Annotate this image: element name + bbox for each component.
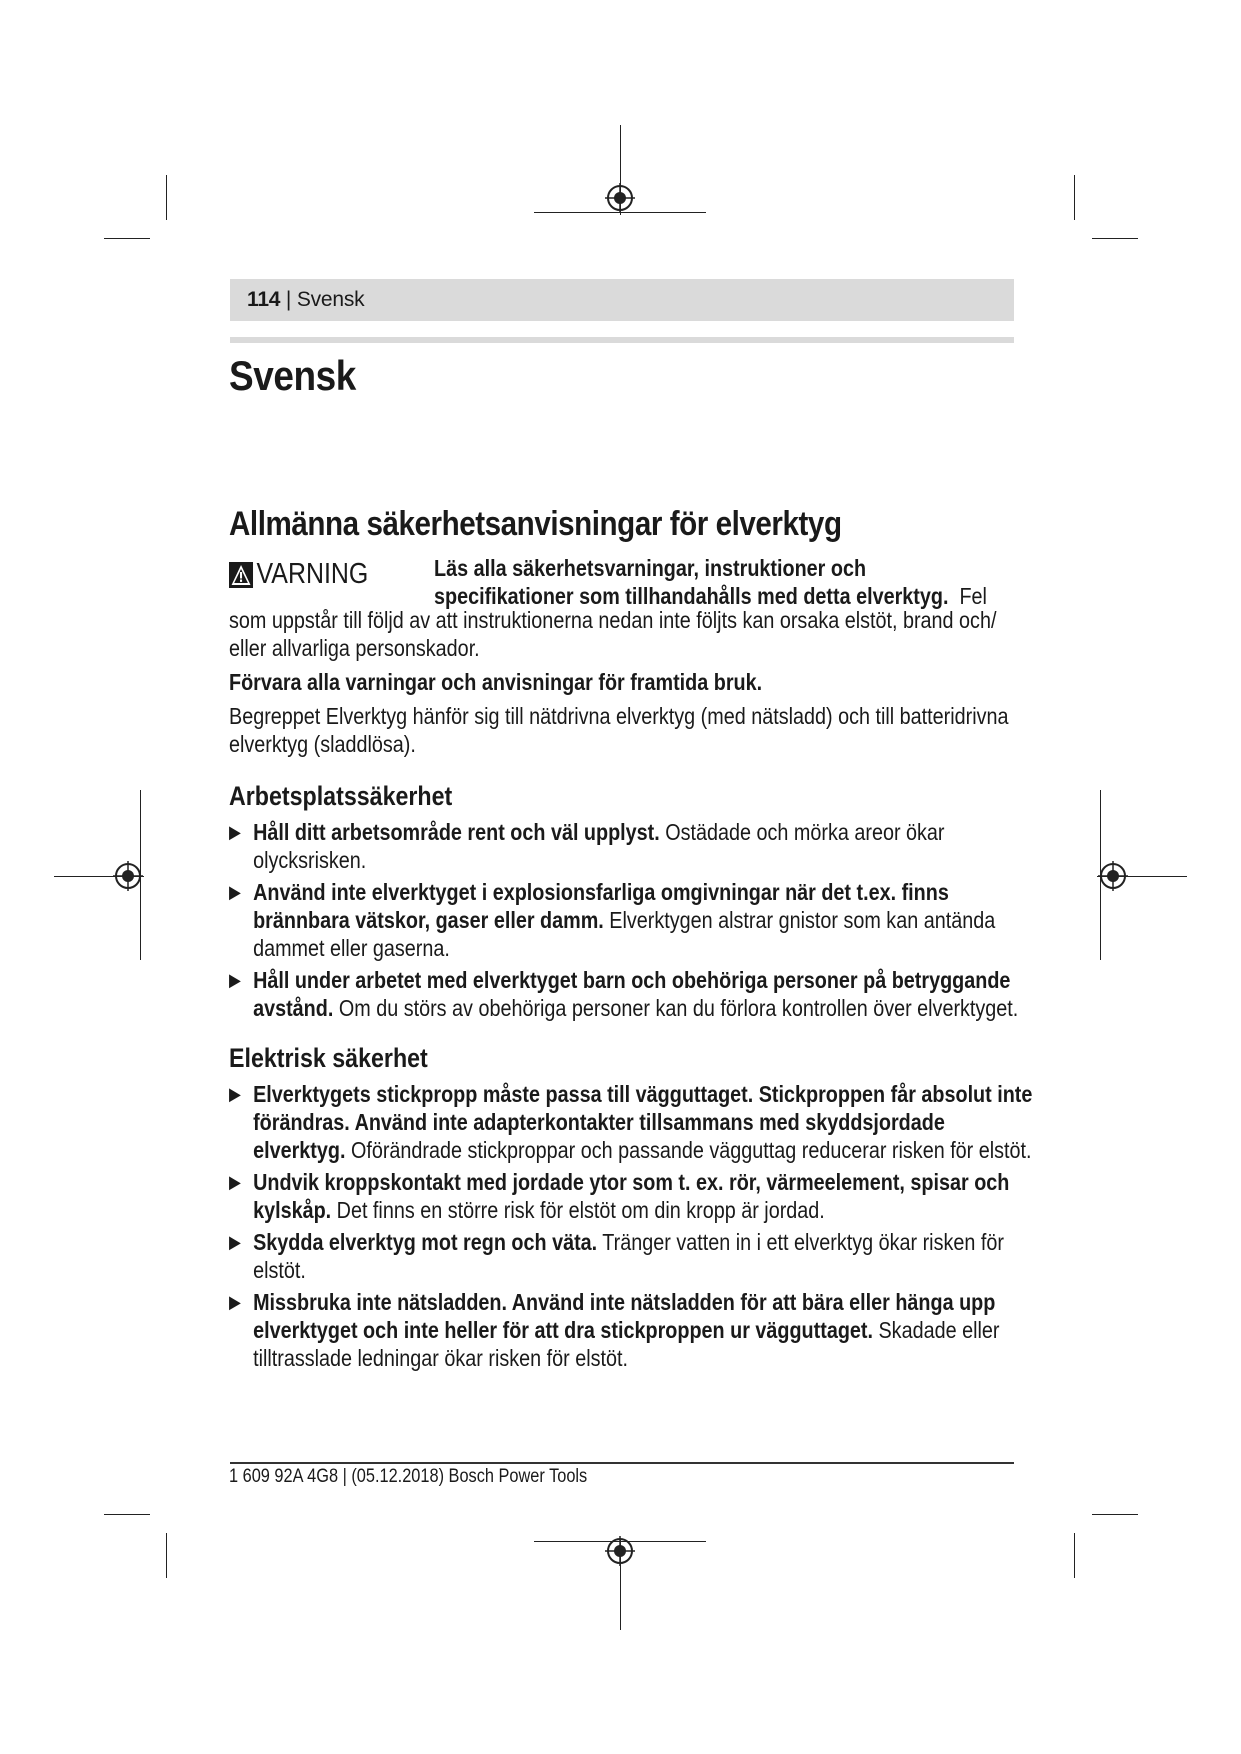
keep-instructions: Förvara alla varningar och anvisningar för framtida bruk. [229, 669, 763, 695]
list-item: ▶ Undvik kroppskontakt med jordade ytor som t. ex. rör, värmeelement, spisar och kylskåp. Det finns en större risk för elstöt om din kropp är jordad. [229, 1169, 1010, 1223]
header-divider [230, 337, 1014, 343]
footer-divider [230, 1462, 1014, 1464]
warning-triangle-icon [229, 562, 253, 588]
header-separator: | [280, 288, 297, 311]
crop-mark-line [1074, 175, 1075, 220]
subsection-heading: Arbetsplatssäkerhet [229, 781, 453, 811]
registration-target-icon [605, 1536, 635, 1566]
list-item: ▶ Missbruka inte nätsladden. Använd inte nätsladden för att bära eller hänga upp elverktyget och inte heller för att dra stickproppen ur vägguttaget. Skadade eller tilltrasslade ledningar ökar risken för elstöt. [229, 1289, 1000, 1371]
crop-mark-line [1092, 238, 1138, 239]
list-item: ▶ Håll ditt arbetsområde rent och väl upplyst. Ostädade och mörka areor ökar olycksrisken. [229, 819, 945, 873]
warning-rest: som uppstår till följd av att instruktionerna nedan inte följts kan orsaka elstöt, brand och/ eller allvarliga personskador. [229, 607, 997, 661]
list-item: ▶ Elverktygets stickpropp måste passa till vägguttaget. Stickproppen får absolut inte förändras. Använd inte adapterkontakter tillsammans med skyddsjordade elverktyg. Oförändrade stickproppar och passande vägguttag reducerar risken för elstöt. [229, 1081, 1033, 1163]
crop-mark-line [104, 1514, 150, 1515]
footer-text: 1 609 92A 4G8 | (05.12.2018) Bosch Power Tools [229, 1466, 588, 1487]
running-header [230, 279, 1014, 321]
bullet-arrow-icon: ▶ [229, 822, 241, 842]
list-item: ▶ Skydda elverktyg mot regn och väta. Tränger vatten in i ett elverktyg ökar risken för elstöt. [229, 1229, 1004, 1283]
page-number: 114 [247, 288, 281, 311]
warning-word: VARNING [256, 558, 369, 590]
warning-lead-line: Läs alla säkerhetsvarningar, instruktioner och [434, 555, 867, 581]
section-heading: Allmänna säkerhetsanvisningar för elverktyg [229, 505, 842, 543]
safety-list [229, 818, 1019, 1022]
bullet-arrow-icon: ▶ [229, 1232, 241, 1252]
header-text [247, 288, 364, 312]
bullet-arrow-icon: ▶ [229, 970, 241, 990]
bullet-arrow-icon: ▶ [229, 882, 241, 902]
warning-lead [434, 554, 1002, 610]
warning-lead-line: specifikationer som tillhandahålls med detta elverktyg. Fel [434, 583, 987, 609]
registration-target-icon [605, 183, 635, 213]
crop-mark-line [1092, 1514, 1138, 1515]
warning-tail-word: Fel [959, 583, 987, 609]
bullet-arrow-icon: ▶ [229, 1084, 241, 1104]
subsection-heading: Elektrisk säkerhet [229, 1043, 428, 1073]
warning-label [229, 558, 368, 591]
registration-target-icon [113, 861, 143, 891]
bullet-arrow-icon: ▶ [229, 1292, 241, 1312]
main-content [229, 502, 1033, 1372]
list-item: ▶ Använd inte elverktyget i explosionsfarliga omgivningar när det t.ex. finns brännbara vätskor, gaser eller damm. Elverktygen alstrar gnistor som kan antända dammet eller gaserna. [229, 879, 996, 961]
header-section: Svensk [296, 288, 365, 311]
registration-target-icon [1098, 861, 1128, 891]
crop-mark-line [104, 238, 150, 239]
page-title: Svensk [229, 352, 356, 399]
warning-block [229, 554, 1019, 609]
crop-mark-line [166, 1533, 167, 1578]
crop-mark-line [1074, 1533, 1075, 1578]
crop-mark-line [166, 175, 167, 220]
definition-paragraph: Begreppet Elverktyg hänför sig till nätdrivna elverktyg (med nätsladd) och till batteridrivna elverktyg (sladdlösa). [229, 703, 1009, 757]
safety-list [229, 1080, 1033, 1372]
bullet-arrow-icon: ▶ [229, 1172, 241, 1192]
list-item: ▶ Håll under arbetet med elverktyget barn och obehöriga personer på betryggande avstånd. Om du störs av obehöriga personer kan du förlora kontrollen över elverktyget. [229, 967, 1019, 1021]
